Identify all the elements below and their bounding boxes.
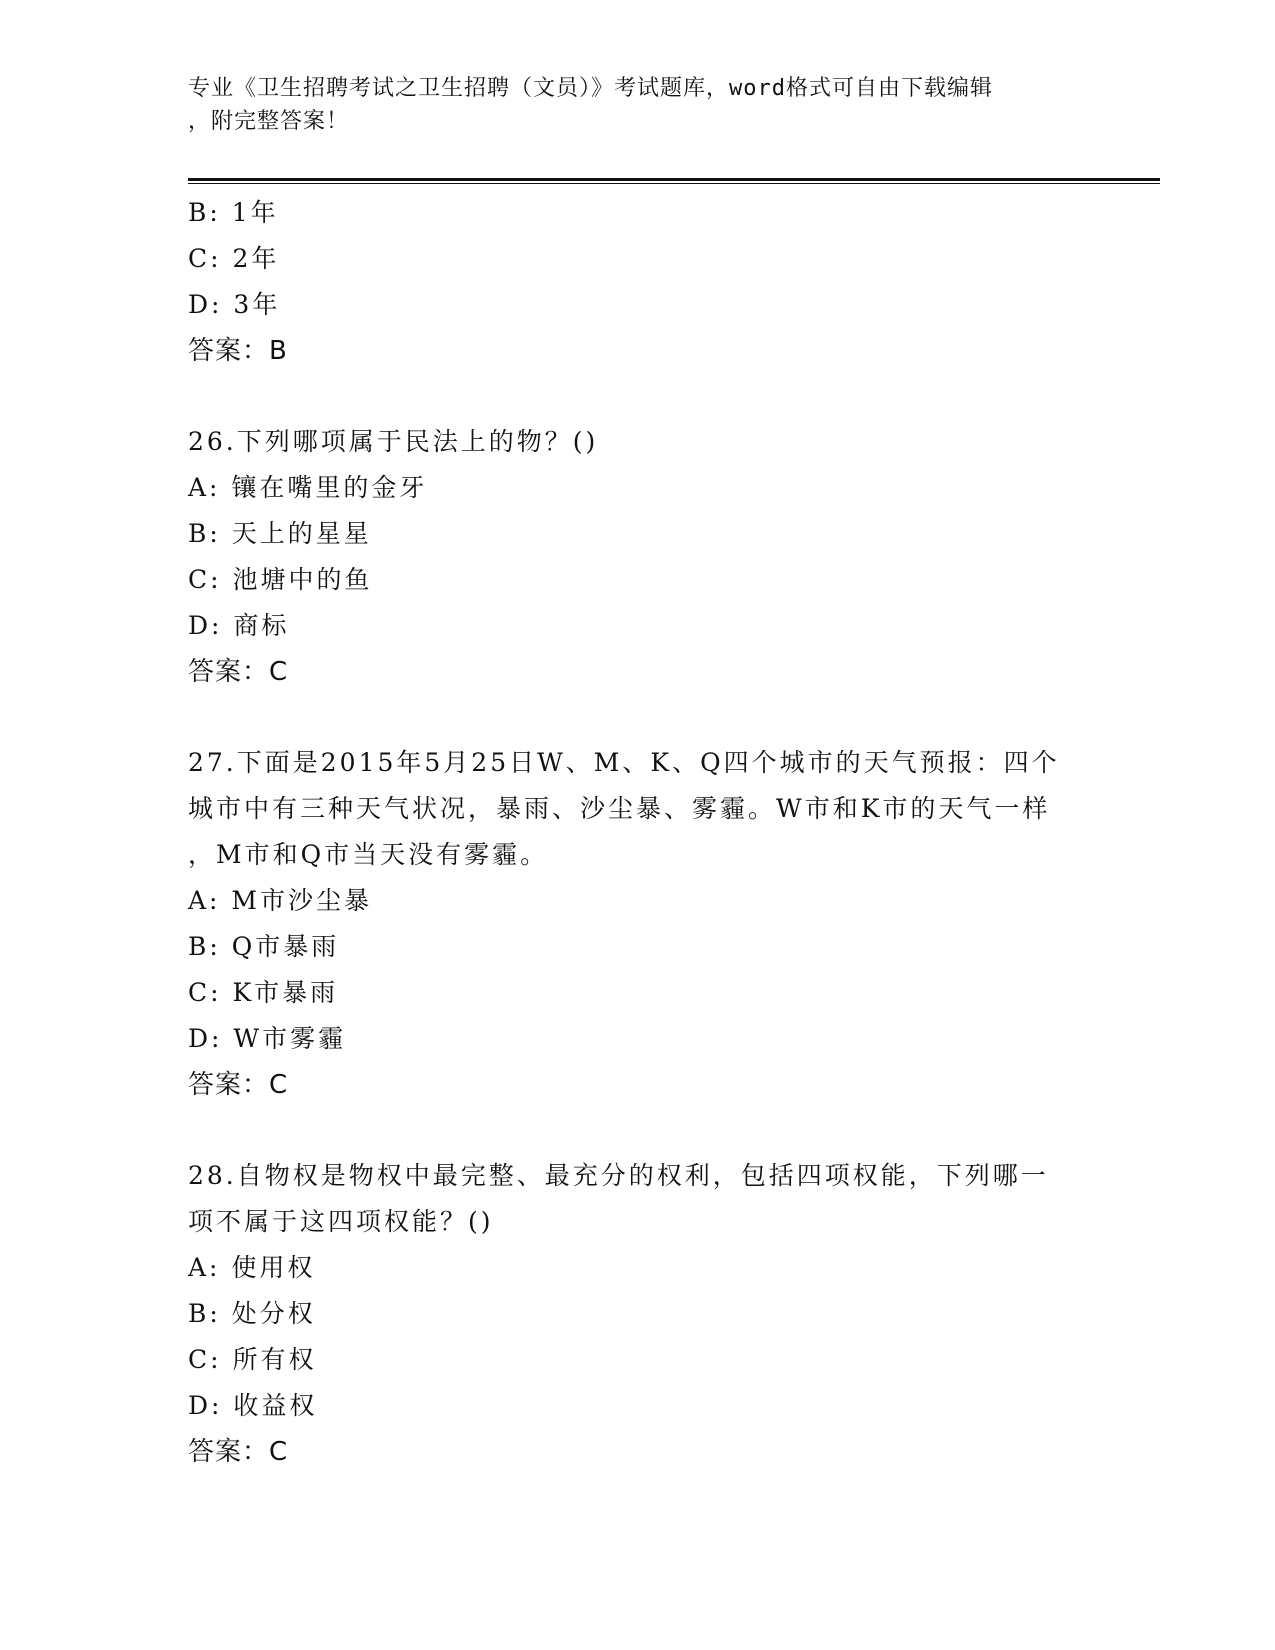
option-a: A: 镶在嘴里的金牙 <box>188 473 428 502</box>
option-a: A: M市沙尘暴 <box>188 886 373 915</box>
option-c: C: 池塘中的鱼 <box>188 565 373 594</box>
stem-line: 项不属于这四项权能？() <box>188 1207 494 1236</box>
document-header <box>188 72 1088 138</box>
question-block-25 <box>188 190 1088 374</box>
answer-label: 答案：C <box>188 1437 289 1467</box>
question-stem <box>188 1153 1088 1245</box>
header-line-2: ，附完整答案！ <box>188 109 350 134</box>
answer-label: 答案：C <box>188 657 289 687</box>
question-block-27 <box>188 740 1088 1108</box>
stem-line: ，M市和Q市当天没有雾霾。 <box>188 840 549 869</box>
option-d: D: W市雾霾 <box>188 1024 347 1053</box>
header-divider-thin <box>188 183 1160 184</box>
option-b: B: 天上的星星 <box>188 519 372 548</box>
question-list <box>188 190 1088 1475</box>
question-stem <box>188 419 1088 465</box>
question-block-28 <box>188 1153 1088 1475</box>
question-block-26 <box>188 419 1088 695</box>
option-d: D: 3年 <box>188 290 281 319</box>
option-d: D: 收益权 <box>188 1391 318 1420</box>
answer-label: 答案：B <box>188 336 288 366</box>
option-c: C: K市暴雨 <box>188 978 339 1007</box>
stem-line: 26.下列哪项属于民法上的物？() <box>188 427 599 456</box>
option-b: B: Q市暴雨 <box>188 932 340 961</box>
option-b: B: 处分权 <box>188 1299 316 1328</box>
stem-line: 27.下面是2015年5月25日W、M、K、Q四个城市的天气预报：四个 <box>188 748 1060 777</box>
answer-label: 答案：C <box>188 1070 289 1100</box>
question-stem <box>188 740 1088 878</box>
option-d: D: 商标 <box>188 611 290 640</box>
option-c: C: 2年 <box>188 244 280 273</box>
stem-line: 28.自物权是物权中最完整、最充分的权利，包括四项权能，下列哪一 <box>188 1161 1049 1190</box>
header-divider-thick <box>188 178 1160 181</box>
option-b: B: 1年 <box>188 198 279 227</box>
option-a: A: 使用权 <box>188 1253 316 1282</box>
option-c: C: 所有权 <box>188 1345 317 1374</box>
stem-line: 城市中有三种天气状况，暴雨、沙尘暴、雾霾。W市和K市的天气一样 <box>188 794 1051 823</box>
header-line-1: 专业《卫生招聘考试之卫生招聘（文员）》考试题库，word格式可自由下载编辑 <box>188 76 993 101</box>
